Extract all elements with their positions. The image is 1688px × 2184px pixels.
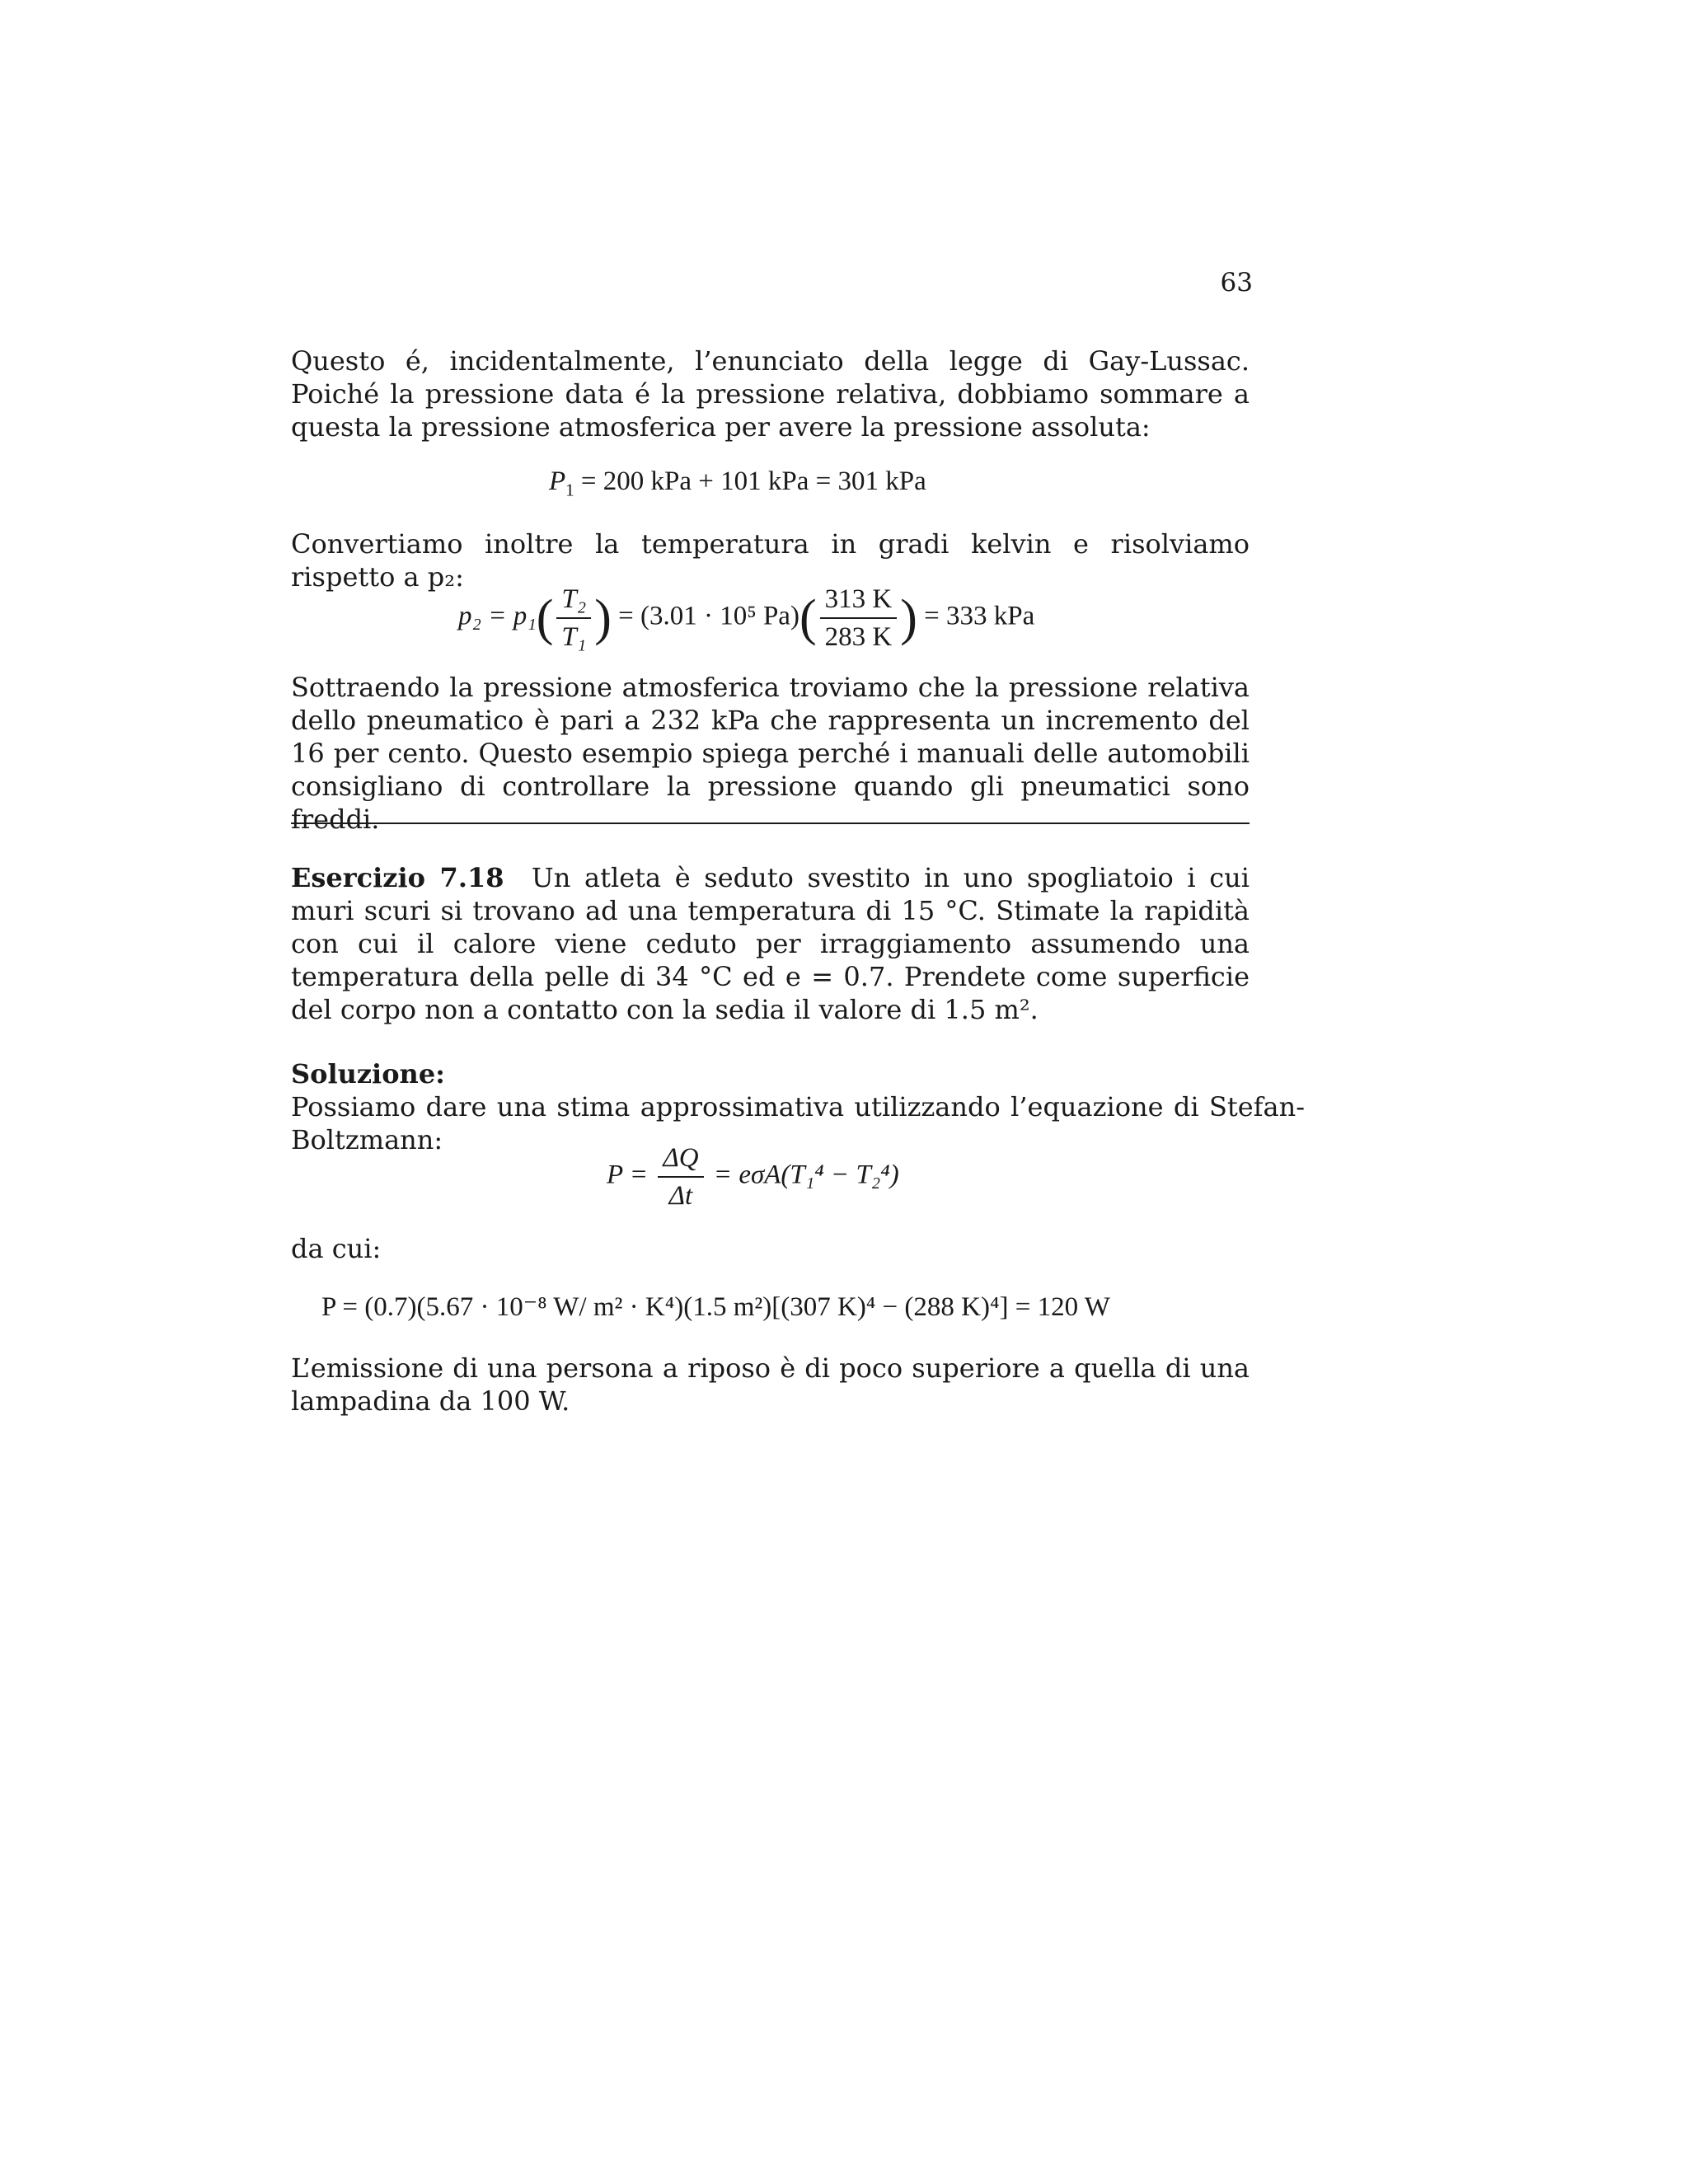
eq2-frac2-denominator: 283 K	[824, 622, 893, 652]
paragraph-conclusion: L’emissione di una persona a riposo è di poco superiore a quella di una lampadina da 100 W.	[291, 1352, 1250, 1417]
paragraph-relative-pressure: Sottraendo la pressione atmosferica troviamo che la pressione relativa dello pneumatico è pari a 232 kPa che rappresenta un incremento del 16 per cento. Questo esempio spiega perché i manuali delle automobili consigliano di controllare la pressione quando gli pneumatici sono freddi.	[291, 672, 1250, 835]
eq2-paren-close-2: )	[900, 590, 917, 646]
eq2-paren-open-1: (	[536, 590, 554, 646]
eq3-lhs: P =	[607, 1160, 655, 1190]
eq2-frac1-numerator: T₂	[556, 583, 591, 619]
solution-heading: Soluzione:	[291, 1058, 445, 1090]
exercise-7-18	[291, 861, 1250, 1026]
eq3-fraction	[658, 1141, 703, 1212]
section-divider	[291, 823, 1250, 824]
eq2-paren-close-1: )	[594, 590, 612, 646]
eq3-numerator: ΔQ	[658, 1141, 703, 1178]
eq3-denominator: Δt	[668, 1181, 693, 1211]
eq2-middle: = (3.01 · 10⁵ Pa)	[611, 601, 799, 631]
da-cui-label: da cui:	[291, 1233, 382, 1264]
equation-power-result: P = (0.7)(5.67 · 10⁻⁸ W/ m² · K⁴)(1.5 m²)[(307 K)⁴ − (288 K)⁴] = 120 W	[321, 1292, 1110, 1322]
eq1-lhs: P	[549, 466, 566, 496]
equation-p2	[458, 583, 1034, 654]
page-number: 63	[1220, 268, 1253, 298]
equation-stefan-boltzmann	[607, 1141, 899, 1212]
exercise-text: Un atleta è seduto svestito in uno spogliatoio i cui muri scuri si trovano ad una temperatura di 15 °C. Stimate la rapidità con cui il calore viene ceduto per irraggiamento assumendo una temperatura della pelle di 34 °C ed e = 0.7. Prendete come superficie del corpo non a contatto con la sedia il valore di 1.5 m².	[291, 862, 1250, 1025]
equation-absolute-pressure	[549, 466, 926, 501]
eq3-rhs: = eσA(T₁⁴ − T₂⁴)	[706, 1160, 899, 1190]
exercise-label: Esercizio 7.18	[291, 862, 504, 893]
eq2-fraction-temperature	[556, 583, 591, 654]
eq2-frac1-denominator: T₁	[561, 622, 587, 652]
eq2-lhs: p₂ = p₁	[458, 601, 537, 631]
paragraph-convert-kelvin: Convertiamo inoltre la temperatura in gradi kelvin e risolviamo rispetto a p₂:	[291, 528, 1250, 593]
eq2-frac2-numerator: 313 K	[820, 583, 898, 619]
eq2-paren-open-2: (	[799, 590, 817, 646]
paragraph-gay-lussac: Questo é, incidentalmente, l’enunciato della legge di Gay-Lussac. Poiché la pressione data é la pressione relativa, dobbiamo sommare a questa la pressione atmosferica per avere la pressione assoluta:	[291, 345, 1250, 443]
eq1-lhs-subscript: 1	[565, 480, 574, 500]
eq1-body: = 200 kPa + 101 kPa = 301 kPa	[574, 466, 926, 496]
eq2-rhs: = 333 kPa	[917, 601, 1035, 631]
eq2-fraction-kelvin	[820, 583, 898, 654]
paragraph-stefan-boltzmann: Possiamo dare una stima approssimativa utilizzando l’equazione di Stefan-Boltzmann:	[291, 1091, 1305, 1155]
